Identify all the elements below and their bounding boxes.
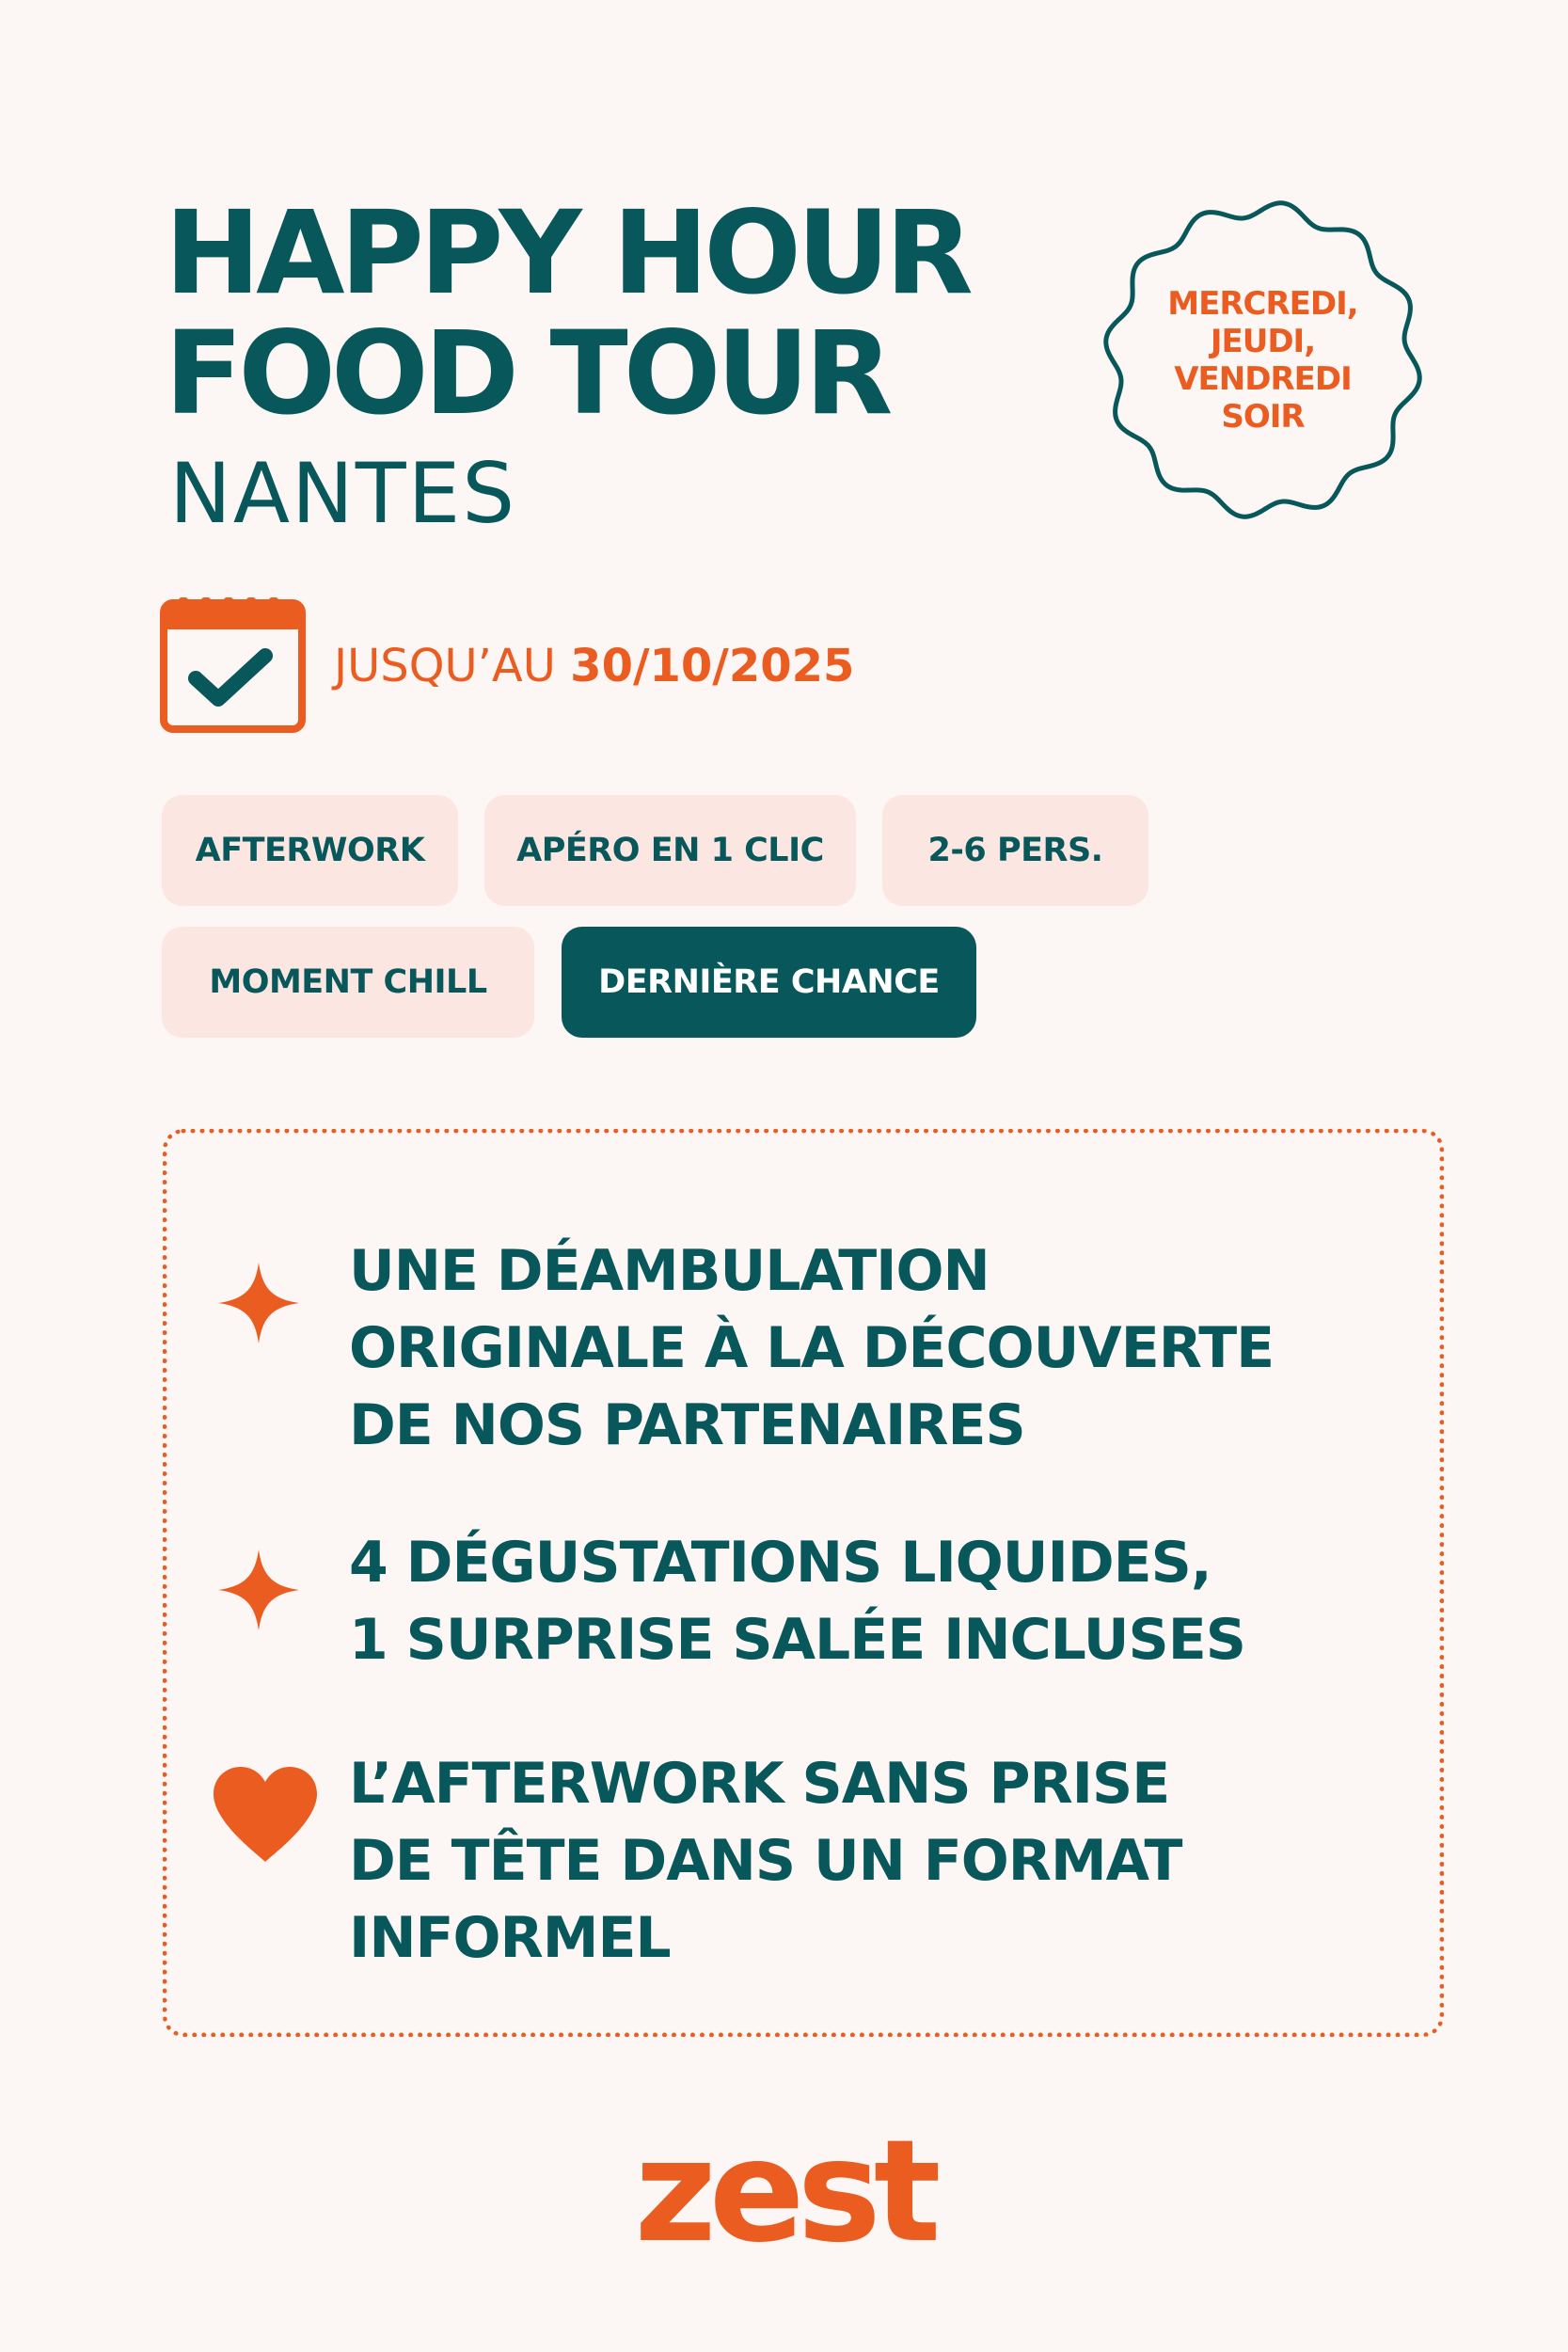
title-line-1: HAPPY HOUR	[165, 186, 969, 320]
tag-derniere-chance: DERNIÈRE CHANCE	[562, 927, 976, 1038]
tag-afterwork: AFTERWORK	[162, 795, 458, 906]
days-badge-text: MERCREDI, JEUDI, VENDREDI SOIR	[1167, 284, 1358, 436]
date-value: 30/10/2025	[570, 639, 855, 692]
page-title	[165, 186, 969, 440]
feature-text: 4 DÉGUSTATIONS LIQUIDES, 1 SURPRISE SALÉE INCLUSES	[349, 1530, 1245, 1673]
features-box	[163, 1129, 1444, 2037]
tag-moment-chill: MOMENT CHILL	[162, 927, 534, 1038]
feature-text: UNE DÉAMBULATION ORIGINALE À LA DÉCOUVERTE DE NOS PARTENAIRES	[349, 1238, 1275, 1458]
feature-text: L’AFTERWORK SANS PRISE DE TÊTE DANS UN FORMAT INFORMEL	[349, 1751, 1182, 1971]
heart-icon	[210, 1764, 321, 1866]
sparkle-icon	[216, 1261, 301, 1345]
title-line-2: FOOD TOUR	[165, 307, 889, 440]
validity-date	[334, 640, 854, 692]
city-label: NANTES	[169, 445, 517, 542]
calendar-check-icon	[160, 597, 306, 734]
date-prefix: JUSQU’AU	[334, 639, 556, 692]
date-row	[160, 597, 854, 734]
tag-apero: APÉRO EN 1 CLIC	[484, 795, 856, 906]
sparkle-icon	[216, 1548, 301, 1632]
zest-logo: zest	[634, 2110, 934, 2274]
tag-group-size: 2-6 PERS.	[882, 795, 1148, 906]
days-badge	[1096, 193, 1430, 527]
